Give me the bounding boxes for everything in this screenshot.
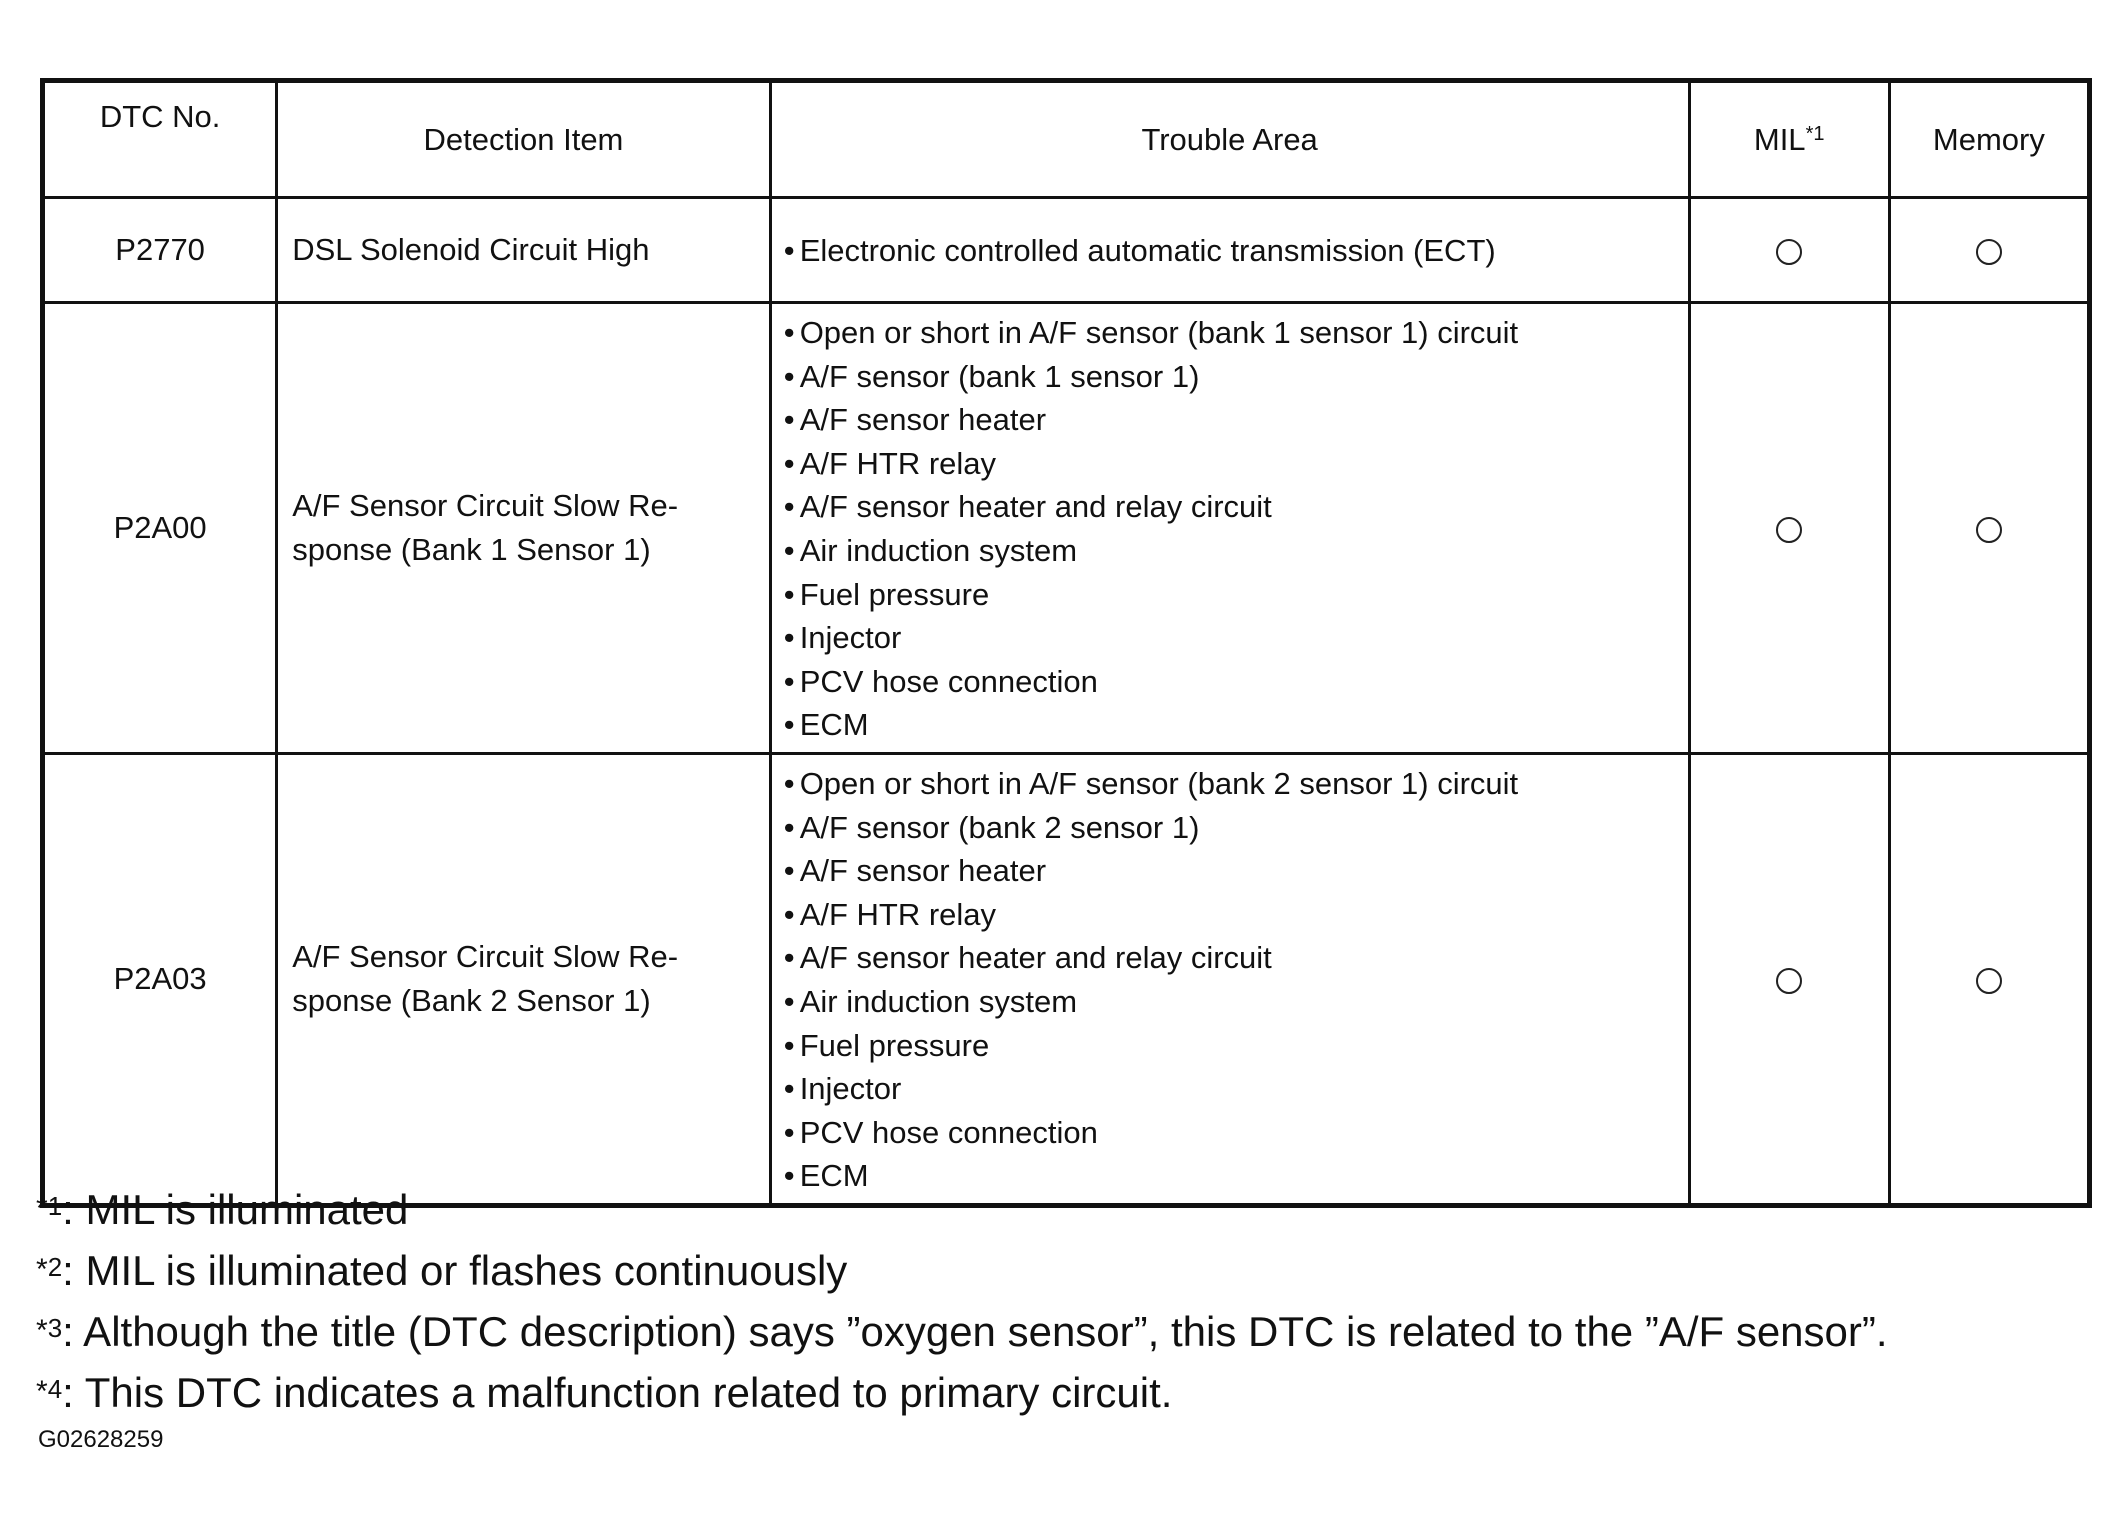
header-row: [43, 81, 2090, 198]
trouble-area-list: [784, 311, 1676, 747]
list-item: [784, 442, 1676, 486]
list-item: [784, 936, 1676, 980]
footnote-text: : MIL is illuminated: [62, 1186, 409, 1233]
circle-icon: [1776, 517, 1802, 543]
header-mil: [1689, 81, 1889, 198]
detection-item-line: A/F Sensor Circuit Slow Re-: [292, 939, 679, 974]
list-item: [784, 980, 1676, 1024]
list-item: [784, 893, 1676, 937]
dtc-number: P2A00: [113, 510, 207, 545]
asterisk-icon: *: [36, 1253, 48, 1286]
footnote-4: [36, 1365, 1888, 1426]
list-item: [784, 762, 1676, 806]
bullet-icon: •: [783, 984, 795, 1019]
list-item: [784, 703, 1676, 747]
circle-icon: [1776, 968, 1802, 994]
detection-item-line: A/F Sensor Circuit Slow Re-: [292, 488, 679, 523]
list-item: [784, 355, 1676, 399]
asterisk-icon: *: [36, 1192, 48, 1225]
bullet-icon: •: [783, 707, 795, 743]
trouble-area-text: Air induction system: [799, 984, 1078, 1019]
bullet-icon: •: [783, 896, 795, 932]
list-item: [784, 229, 1676, 273]
trouble-area-text: Open or short in A/F sensor (bank 2 sensor 1) circuit: [799, 766, 1519, 802]
detection-item: DSL Solenoid Circuit High: [292, 232, 650, 267]
header-mil-label: MIL: [1753, 121, 1806, 157]
circle-icon: [1976, 968, 2002, 994]
bullet-icon: •: [783, 533, 795, 568]
trouble-area-list: [784, 229, 1676, 273]
bullet-icon: •: [783, 1114, 795, 1150]
bullet-icon: •: [783, 1071, 795, 1107]
trouble-area-list: [784, 762, 1676, 1198]
footnote-text: : MIL is illuminated or flashes continuously: [62, 1247, 848, 1294]
list-item: [784, 529, 1676, 573]
trouble-area-text: Fuel pressure: [799, 576, 990, 612]
trouble-area-text: Electronic controlled automatic transmission (ECT): [799, 233, 1496, 269]
trouble-area-text: A/F sensor (bank 2 sensor 1): [799, 809, 1200, 845]
footnote-number: 1: [47, 1191, 63, 1221]
footnote-text: : Although the title (DTC description) says ”oxygen sensor”, this DTC is related to the ”A/F sensor”.: [62, 1308, 1888, 1355]
trouble-area-cell: [770, 754, 1689, 1206]
footnotes: [36, 1182, 1888, 1426]
bullet-icon: •: [783, 445, 795, 481]
list-item: [784, 806, 1676, 850]
trouble-area-text: ECM: [799, 707, 869, 743]
detection-item-line: sponse (Bank 1 Sensor 1): [292, 532, 651, 567]
trouble-area-text: A/F sensor heater and relay circuit: [799, 940, 1272, 976]
footnote-text: : This DTC indicates a malfunction related to primary circuit.: [62, 1369, 1173, 1416]
footnote-3: [36, 1304, 1888, 1365]
trouble-area-text: Air induction system: [799, 533, 1078, 568]
mil-cell: [1689, 303, 1889, 754]
list-item: [784, 849, 1676, 893]
list-item: [784, 398, 1676, 442]
bullet-icon: •: [783, 809, 795, 845]
trouble-area-text: A/F sensor (bank 1 sensor 1): [799, 358, 1200, 394]
footnote-number: 3: [47, 1313, 63, 1343]
trouble-area-text: Injector: [799, 1071, 902, 1107]
trouble-area-text: ECM: [799, 1158, 869, 1194]
table-row: [43, 754, 2090, 1206]
trouble-area-cell: [770, 303, 1689, 754]
footnote-1: [36, 1182, 1888, 1243]
asterisk-icon: *: [36, 1375, 48, 1408]
bullet-icon: •: [783, 402, 795, 438]
list-item: [784, 573, 1676, 617]
bullet-icon: •: [783, 358, 795, 394]
bullet-icon: •: [783, 766, 795, 802]
list-item: [784, 660, 1676, 704]
circle-icon: [1776, 239, 1802, 265]
header-dtc-no: DTC No.: [43, 81, 277, 198]
circle-icon: [1976, 517, 2002, 543]
dtc-number-cell: [43, 198, 277, 303]
list-item: [784, 1024, 1676, 1068]
dtc-number: P2770: [115, 232, 205, 267]
bullet-icon: •: [783, 1027, 795, 1063]
memory-cell: [1889, 754, 2089, 1206]
trouble-area-text: A/F HTR relay: [799, 445, 997, 481]
footnote-number: 2: [47, 1252, 63, 1282]
header-detection-item: Detection Item: [277, 81, 770, 198]
detection-item-cell: [277, 198, 770, 303]
list-item: [784, 485, 1676, 529]
trouble-area-text: Open or short in A/F sensor (bank 1 sensor 1) circuit: [799, 315, 1519, 351]
dtc-number: P2A03: [113, 961, 207, 996]
trouble-area-text: A/F sensor heater: [799, 402, 1047, 438]
detection-item-cell: [277, 754, 770, 1206]
trouble-area-text: A/F HTR relay: [799, 896, 997, 932]
mil-cell: [1689, 198, 1889, 303]
dtc-number-cell: [43, 303, 277, 754]
table-row: [43, 303, 2090, 754]
bullet-icon: •: [783, 576, 795, 612]
bullet-icon: •: [783, 315, 795, 351]
header-trouble-area: Trouble Area: [770, 81, 1689, 198]
trouble-area-text: A/F sensor heater and relay circuit: [799, 489, 1272, 525]
list-item: [784, 1067, 1676, 1111]
trouble-area-text: A/F sensor heater: [799, 853, 1047, 889]
figure-code: G02628259: [38, 1426, 164, 1453]
dtc-number-cell: [43, 754, 277, 1206]
header-mil-footnote-ref: *1: [1805, 122, 1825, 145]
memory-cell: [1889, 198, 2089, 303]
detection-item-cell: [277, 303, 770, 754]
list-item: [784, 1111, 1676, 1155]
header-memory: Memory: [1889, 81, 2089, 198]
footnote-number: 4: [47, 1374, 63, 1404]
trouble-area-text: PCV hose connection: [799, 1114, 1098, 1150]
mil-cell: [1689, 754, 1889, 1206]
memory-cell: [1889, 303, 2089, 754]
bullet-icon: •: [783, 489, 795, 525]
asterisk-icon: *: [36, 1314, 48, 1347]
bullet-icon: •: [783, 940, 795, 976]
table-row: [43, 198, 2090, 303]
trouble-area-text: Injector: [799, 620, 902, 656]
circle-icon: [1976, 239, 2002, 265]
bullet-icon: •: [783, 663, 795, 699]
list-item: [784, 311, 1676, 355]
bullet-icon: •: [783, 853, 795, 889]
trouble-area-cell: [770, 198, 1689, 303]
detection-item-line: sponse (Bank 2 Sensor 1): [292, 983, 651, 1018]
dtc-table: [40, 78, 2092, 1208]
bullet-icon: •: [783, 1158, 795, 1194]
list-item: [784, 616, 1676, 660]
trouble-area-text: Fuel pressure: [799, 1027, 990, 1063]
bullet-icon: •: [783, 620, 795, 656]
footnote-2: [36, 1243, 1888, 1304]
bullet-icon: •: [783, 233, 795, 269]
trouble-area-text: PCV hose connection: [799, 663, 1098, 699]
